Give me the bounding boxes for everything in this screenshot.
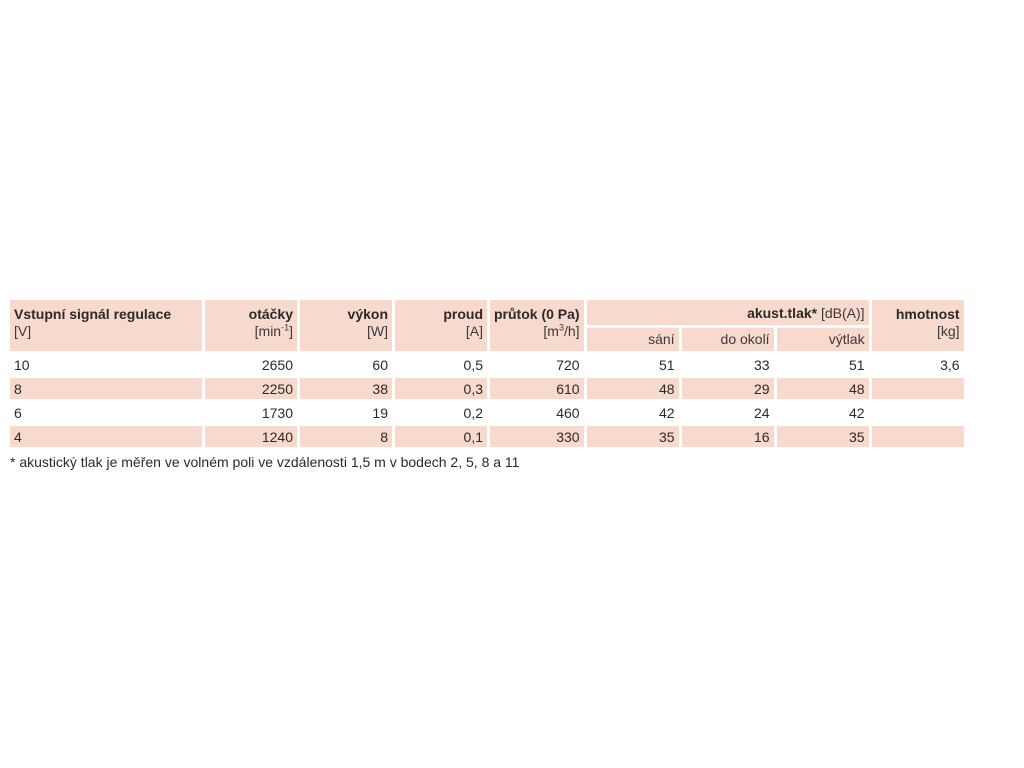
table-row <box>10 354 964 375</box>
cell-weight <box>872 402 964 423</box>
cell-intake: 48 <box>587 378 679 399</box>
cell-weight: 3,6 <box>940 356 960 373</box>
cell-signal: 10 <box>14 356 30 373</box>
header-current-unit: [A] <box>465 323 483 339</box>
cell-speed: 1730 <box>261 404 293 421</box>
cell-weight <box>872 378 964 399</box>
cell-surround: 29 <box>682 378 774 399</box>
header-acoustic-title: akust.tlak* <box>747 305 818 321</box>
cell-power: 19 <box>372 404 388 421</box>
header-current <box>395 300 487 351</box>
header-power-unit: [W] <box>367 323 388 339</box>
cell-outlet: 35 <box>777 426 869 447</box>
cell-outlet: 42 <box>849 404 865 421</box>
header-signal-unit: [V] <box>14 323 32 339</box>
header-power <box>300 300 392 351</box>
cell-speed: 2250 <box>205 378 297 399</box>
header-speed <box>205 300 297 351</box>
header-acoustic <box>587 300 869 325</box>
cell-signal: 6 <box>14 404 22 421</box>
cell-intake: 42 <box>659 404 675 421</box>
cell-signal: 8 <box>10 378 202 399</box>
table-row <box>10 378 964 399</box>
cell-power: 38 <box>300 378 392 399</box>
table-row <box>10 402 964 423</box>
header-current-title: proud <box>443 306 483 322</box>
cell-speed: 1240 <box>205 426 297 447</box>
cell-intake: 35 <box>587 426 679 447</box>
cell-surround: 16 <box>682 426 774 447</box>
cell-current: 0,2 <box>463 404 483 421</box>
header-flow-title: průtok (0 Pa) <box>494 306 580 322</box>
header-flow <box>490 300 584 351</box>
cell-power: 60 <box>372 356 388 373</box>
cell-signal: 4 <box>10 426 202 447</box>
cell-outlet: 51 <box>849 356 865 373</box>
cell-current: 0,1 <box>395 426 487 447</box>
cell-current: 0,5 <box>463 356 483 373</box>
cell-speed: 2650 <box>261 356 293 373</box>
footnote: * akustický tlak je měřen ve volném poli ve vzdálenosti 1,5 m v bodech 2, 5, 8 a 11 <box>10 454 520 470</box>
header-acoustic-outlet: výtlak <box>777 328 869 351</box>
header-speed-unit: $[\min^{-1}]$ <box>254 322 293 339</box>
cell-flow: 330 <box>490 426 584 447</box>
header-speed-title: otáčky <box>248 306 293 322</box>
header-power-title: výkon <box>347 306 388 322</box>
header-signal-title: Vstupní signál regulace <box>14 306 172 322</box>
cell-flow: 610 <box>490 378 584 399</box>
header-weight-unit: [kg] <box>937 323 960 339</box>
cell-intake: 51 <box>659 356 675 373</box>
cell-outlet: 48 <box>777 378 869 399</box>
table-row <box>10 426 964 447</box>
cell-weight <box>872 426 964 447</box>
cell-surround: 33 <box>754 356 770 373</box>
header-weight <box>872 300 964 351</box>
cell-flow: 720 <box>556 356 580 373</box>
header-signal <box>10 300 202 351</box>
cell-current: 0,3 <box>395 378 487 399</box>
spec-table <box>7 297 967 450</box>
cell-power: 8 <box>300 426 392 447</box>
header-weight-title: hmotnost <box>895 306 960 322</box>
header-acoustic-unit: [dB(A)] <box>821 305 865 321</box>
cell-surround: 24 <box>754 404 770 421</box>
header-acoustic-surround: do okolí <box>682 328 774 351</box>
header-acoustic-intake: sání <box>587 328 679 351</box>
cell-flow: 460 <box>556 404 580 421</box>
header-flow-unit: $[m^3/h]$ <box>543 322 580 339</box>
